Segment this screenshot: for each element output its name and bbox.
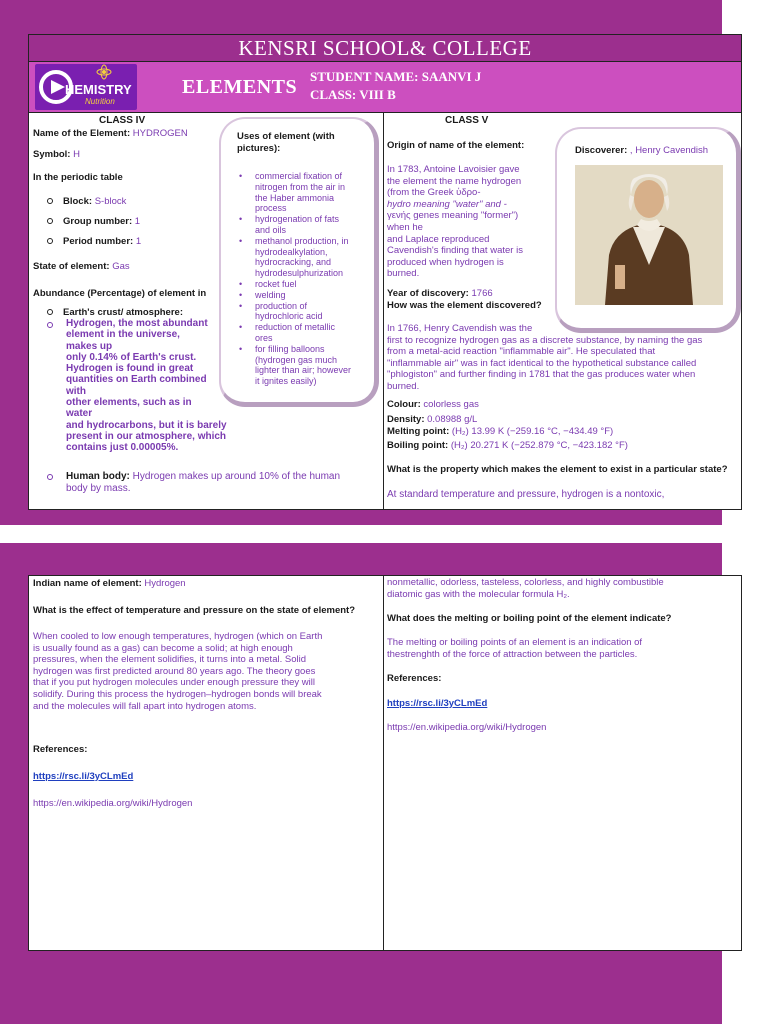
use-line: lighter than air; however [255,365,352,376]
periodic-table-label: In the periodic table [33,172,123,183]
density-row [387,414,477,426]
year-value: 1766 [471,288,493,299]
origin-line: and Laplace reproduced [387,233,490,245]
use-line: hydrogenation of fats [255,214,340,225]
uses-list-item [239,279,374,290]
origin-line: Cavendish's finding that water is [387,245,523,257]
block-value: S-block [94,196,127,207]
origin-line: burned. [387,268,420,280]
uses-heading [237,131,335,154]
boiling-value: (H₂) 20.271 K (−252.879 °C, −423.182 °F) [450,440,628,451]
use-line: reduction of metallic [255,322,336,333]
period-value: 1 [135,236,142,247]
bullet-ring-icon [47,322,53,328]
discoverer-row [575,145,708,157]
how-line: first to recognize hydrogen gas as a discrete substance, by naming the gas [387,334,703,346]
crust-line: present in our atmosphere, which [66,430,227,442]
use-line: hydrodesulphurization [255,268,344,279]
bullet-dot-icon: • [239,289,243,300]
use-line: welding [255,289,286,300]
crust-line: with [66,385,86,397]
column-divider [383,112,384,509]
boiling-label: Boiling point: [387,440,449,451]
crust-line: element in the universe, [66,329,180,341]
cavendish-portrait [575,165,723,305]
crust-row [47,307,183,319]
uses-list-item [239,214,374,236]
use-line: commercial fixation of [255,171,343,181]
how-discovered-label: How was the element discovered? [387,300,542,311]
page2-frame [28,575,742,951]
element-name-label: Name of the Element: [33,128,131,139]
colour-value: colorless gas [423,399,479,410]
bullet-dot-icon: • [239,278,243,289]
colour-label: Colour: [387,399,421,410]
atom-icon [95,64,113,84]
human-body-value: Hydrogen makes up around 10% of the human [132,471,341,482]
how-discovered-description [387,323,702,393]
bullet-ring-icon [47,198,53,204]
block-row [47,196,126,208]
discoverer-label: Discoverer: [575,145,628,156]
uses-box [219,117,379,407]
melting-line: thestrenghth of the force of attraction between the particles. [387,648,638,660]
density-value: 0.08988 g/L [427,414,478,425]
how-line: "inflammable air" was in fact identical to the hypothetical substance called [387,357,697,369]
property-line: diatomic gas with the molecular formula H₂. [387,588,570,600]
indian-name-value: Hydrogen [144,578,186,589]
crust-line: Hydrogen, the most abundant [66,318,208,329]
crust-line: other elements, such as in [66,397,192,409]
effect-line: that if you put hydrogen molecules under enough pressure they will [33,677,316,689]
bullet-ring-icon [47,309,53,315]
use-line: hydrochloric acid [255,311,323,322]
uses-list-item [239,236,374,279]
group-label: Group number: [63,216,133,227]
student-info [310,68,481,104]
melting-question: What does the melting or boiling point of the element indicate? [387,613,672,624]
origin-line: In 1783, Antoine Lavoisier gave [387,164,520,175]
period-label: Period number: [63,236,134,247]
crust-line: only 0.14% of Earth's crust. [66,351,197,363]
class-label: CLASS: [310,87,357,102]
effect-line: and the molecules will fall apart into hydrogen atoms. [33,700,257,712]
use-line: hydrocracking, and [255,257,332,268]
use-line: the Haber ammonia [255,192,335,203]
use-line: and oils [255,224,287,235]
logo-main-text: HEMISTRY [65,82,132,97]
left-references-label: References: [33,744,88,755]
crust-line: water [66,408,93,420]
school-title-bar [29,35,741,62]
property-answer-continued [387,577,664,600]
origin-description [387,164,557,280]
left-reference-wikipedia: https://en.wikipedia.org/wiki/Hydrogen [33,798,193,809]
group-value: 1 [134,216,141,227]
density-label: Density: [387,414,425,425]
boiling-row [387,440,628,452]
uses-list-item [239,171,374,214]
uses-list [239,171,374,387]
school-title: KENSRI SCHOOL& COLLEGE [238,36,532,60]
discoverer-box [555,127,741,333]
melting-answer [387,637,642,660]
state-label: State of element: [33,261,110,272]
property-line: nonmetallic, odorless, tasteless, colorless, and highly combustible [387,577,664,588]
bullet-ring-icon [47,238,53,244]
effect-line: is usually found as a gas) can become a solid; at high enough [33,642,293,654]
effect-answer [33,631,322,712]
indian-name-label: Indian name of element: [33,578,142,589]
crust-description [66,318,227,454]
origin-line: the element the name hydrogen [387,175,522,187]
year-label: Year of discovery: [387,288,469,299]
indian-name-row [33,578,186,590]
group-row [47,216,140,228]
crust-label: Earth's crust/ atmosphere: [63,307,183,318]
portrait-drawing [575,165,723,305]
uses-list-item [239,290,374,301]
crust-line: quantities on Earth combined [66,374,207,386]
human-body-row [66,471,340,496]
symbol-value: H [73,149,80,160]
student-name-label: STUDENT NAME: [310,69,419,84]
crust-line: contains just 0.00005%. [66,442,179,454]
use-line: methanol production, in [255,235,349,246]
colour-row [387,399,479,411]
origin-line: γενής genes meaning "former") [387,210,519,222]
period-row [47,236,141,248]
use-line: nitrogen from the air in [255,181,346,192]
effect-line: pressures, when the element solidifies, it turns into a metal. Solid [33,654,306,666]
right-references-label: References: [387,673,442,684]
page1-frame [28,34,742,510]
bullet-dot-icon: • [239,171,243,181]
bullet-dot-icon: • [239,235,243,246]
use-line: (hydrogen gas much [255,354,338,365]
how-line: burned. [387,380,420,392]
element-name-value: HYDROGEN [132,128,188,139]
use-line: production of [255,300,308,311]
property-answer: At standard temperature and pressure, hydrogen is a nontoxic, [387,489,665,500]
class4-heading: CLASS IV [99,115,146,126]
how-line: "phlogiston" and further finding in 1781 that the gas produces water when [387,369,696,381]
human-body-value-cont: body by mass. [66,483,131,495]
state-value: Gas [112,261,130,272]
origin-line: when he [387,221,423,233]
effect-line: hydrogen was first predicted around 80 years ago. The theory goes [33,665,316,677]
bullet-dot-icon: • [239,343,243,354]
use-line: process [255,203,287,214]
chemistry-logo [35,64,137,110]
crust-line: and hydrocarbons, but it is barely [66,419,227,431]
uses-list-item [239,344,374,387]
bullet-dot-icon: • [239,214,243,225]
class-value: VIII B [359,87,396,102]
use-line: ores [255,332,273,343]
bullet-ring-icon [47,474,53,480]
year-row [387,288,493,300]
how-line: from a metal-acid reaction "inflammable air". He speculated that [387,346,656,358]
origin-line: produced when hydrogen is [387,256,504,268]
abundance-label: Abundance (Percentage) of element in [33,288,207,299]
uses-list-item [239,301,374,323]
uses-heading-line: Uses of element (with [237,131,335,142]
origin-label: Origin of name of the element: [387,140,525,151]
block-label: Block: [63,196,93,207]
use-line: hydrodealkylation, [255,246,328,257]
melting-line: The melting or boiling points of an element is an indication of [387,637,643,648]
effect-line: When cooled to low enough temperatures, hydrogen (which on Earth [33,631,323,642]
logo-sub-text: Nutrition [85,97,115,106]
element-name-row [33,128,188,140]
melting-row [387,426,613,438]
symbol-row [33,149,80,161]
effect-line: solidify. During this process the hydrogen–hydrogen bonds will break [33,688,322,700]
right-reference-wikipedia: https://en.wikipedia.org/wiki/Hydrogen [387,722,547,733]
origin-line: (from the Greek ὑδρο- [387,187,481,199]
use-line: rocket fuel [255,278,297,289]
discoverer-value: , Henry Cavendish [629,145,709,156]
crust-line: makes up [66,340,113,352]
page2-column-divider [383,576,384,950]
use-line: it ignites easily) [255,376,317,387]
property-question: What is the property which makes the element to exist in a particular state? [387,464,728,475]
left-reference-link-rsc[interactable]: https://rsc.li/3yCLmEd [33,771,134,782]
crust-line: Hydrogen is found in great [66,363,194,375]
right-reference-link-rsc[interactable]: https://rsc.li/3yCLmEd [387,698,488,709]
melting-label: Melting point: [387,426,450,437]
human-body-label: Human body: [66,471,130,482]
bullet-dot-icon: • [239,300,243,311]
use-line: for filling balloons [255,343,325,354]
header-band [29,62,741,113]
uses-heading-line: pictures): [237,142,281,154]
state-row [33,261,130,273]
bullet-dot-icon: • [239,322,243,333]
uses-list-item [239,322,374,344]
origin-line: hydro meaning "water" and - [387,198,507,210]
melting-value: (H₂) 13.99 K (−259.16 °C, −434.49 °F) [451,426,614,437]
topic-title: ELEMENTS [182,76,298,98]
student-name-value: SAANVI J [421,69,482,84]
symbol-label: Symbol: [33,149,71,160]
class5-heading: CLASS V [445,115,489,126]
bullet-ring-icon [47,218,53,224]
how-line: In 1766, Henry Cavendish was the [387,323,533,334]
effect-question: What is the effect of temperature and pressure on the state of element? [33,605,356,616]
